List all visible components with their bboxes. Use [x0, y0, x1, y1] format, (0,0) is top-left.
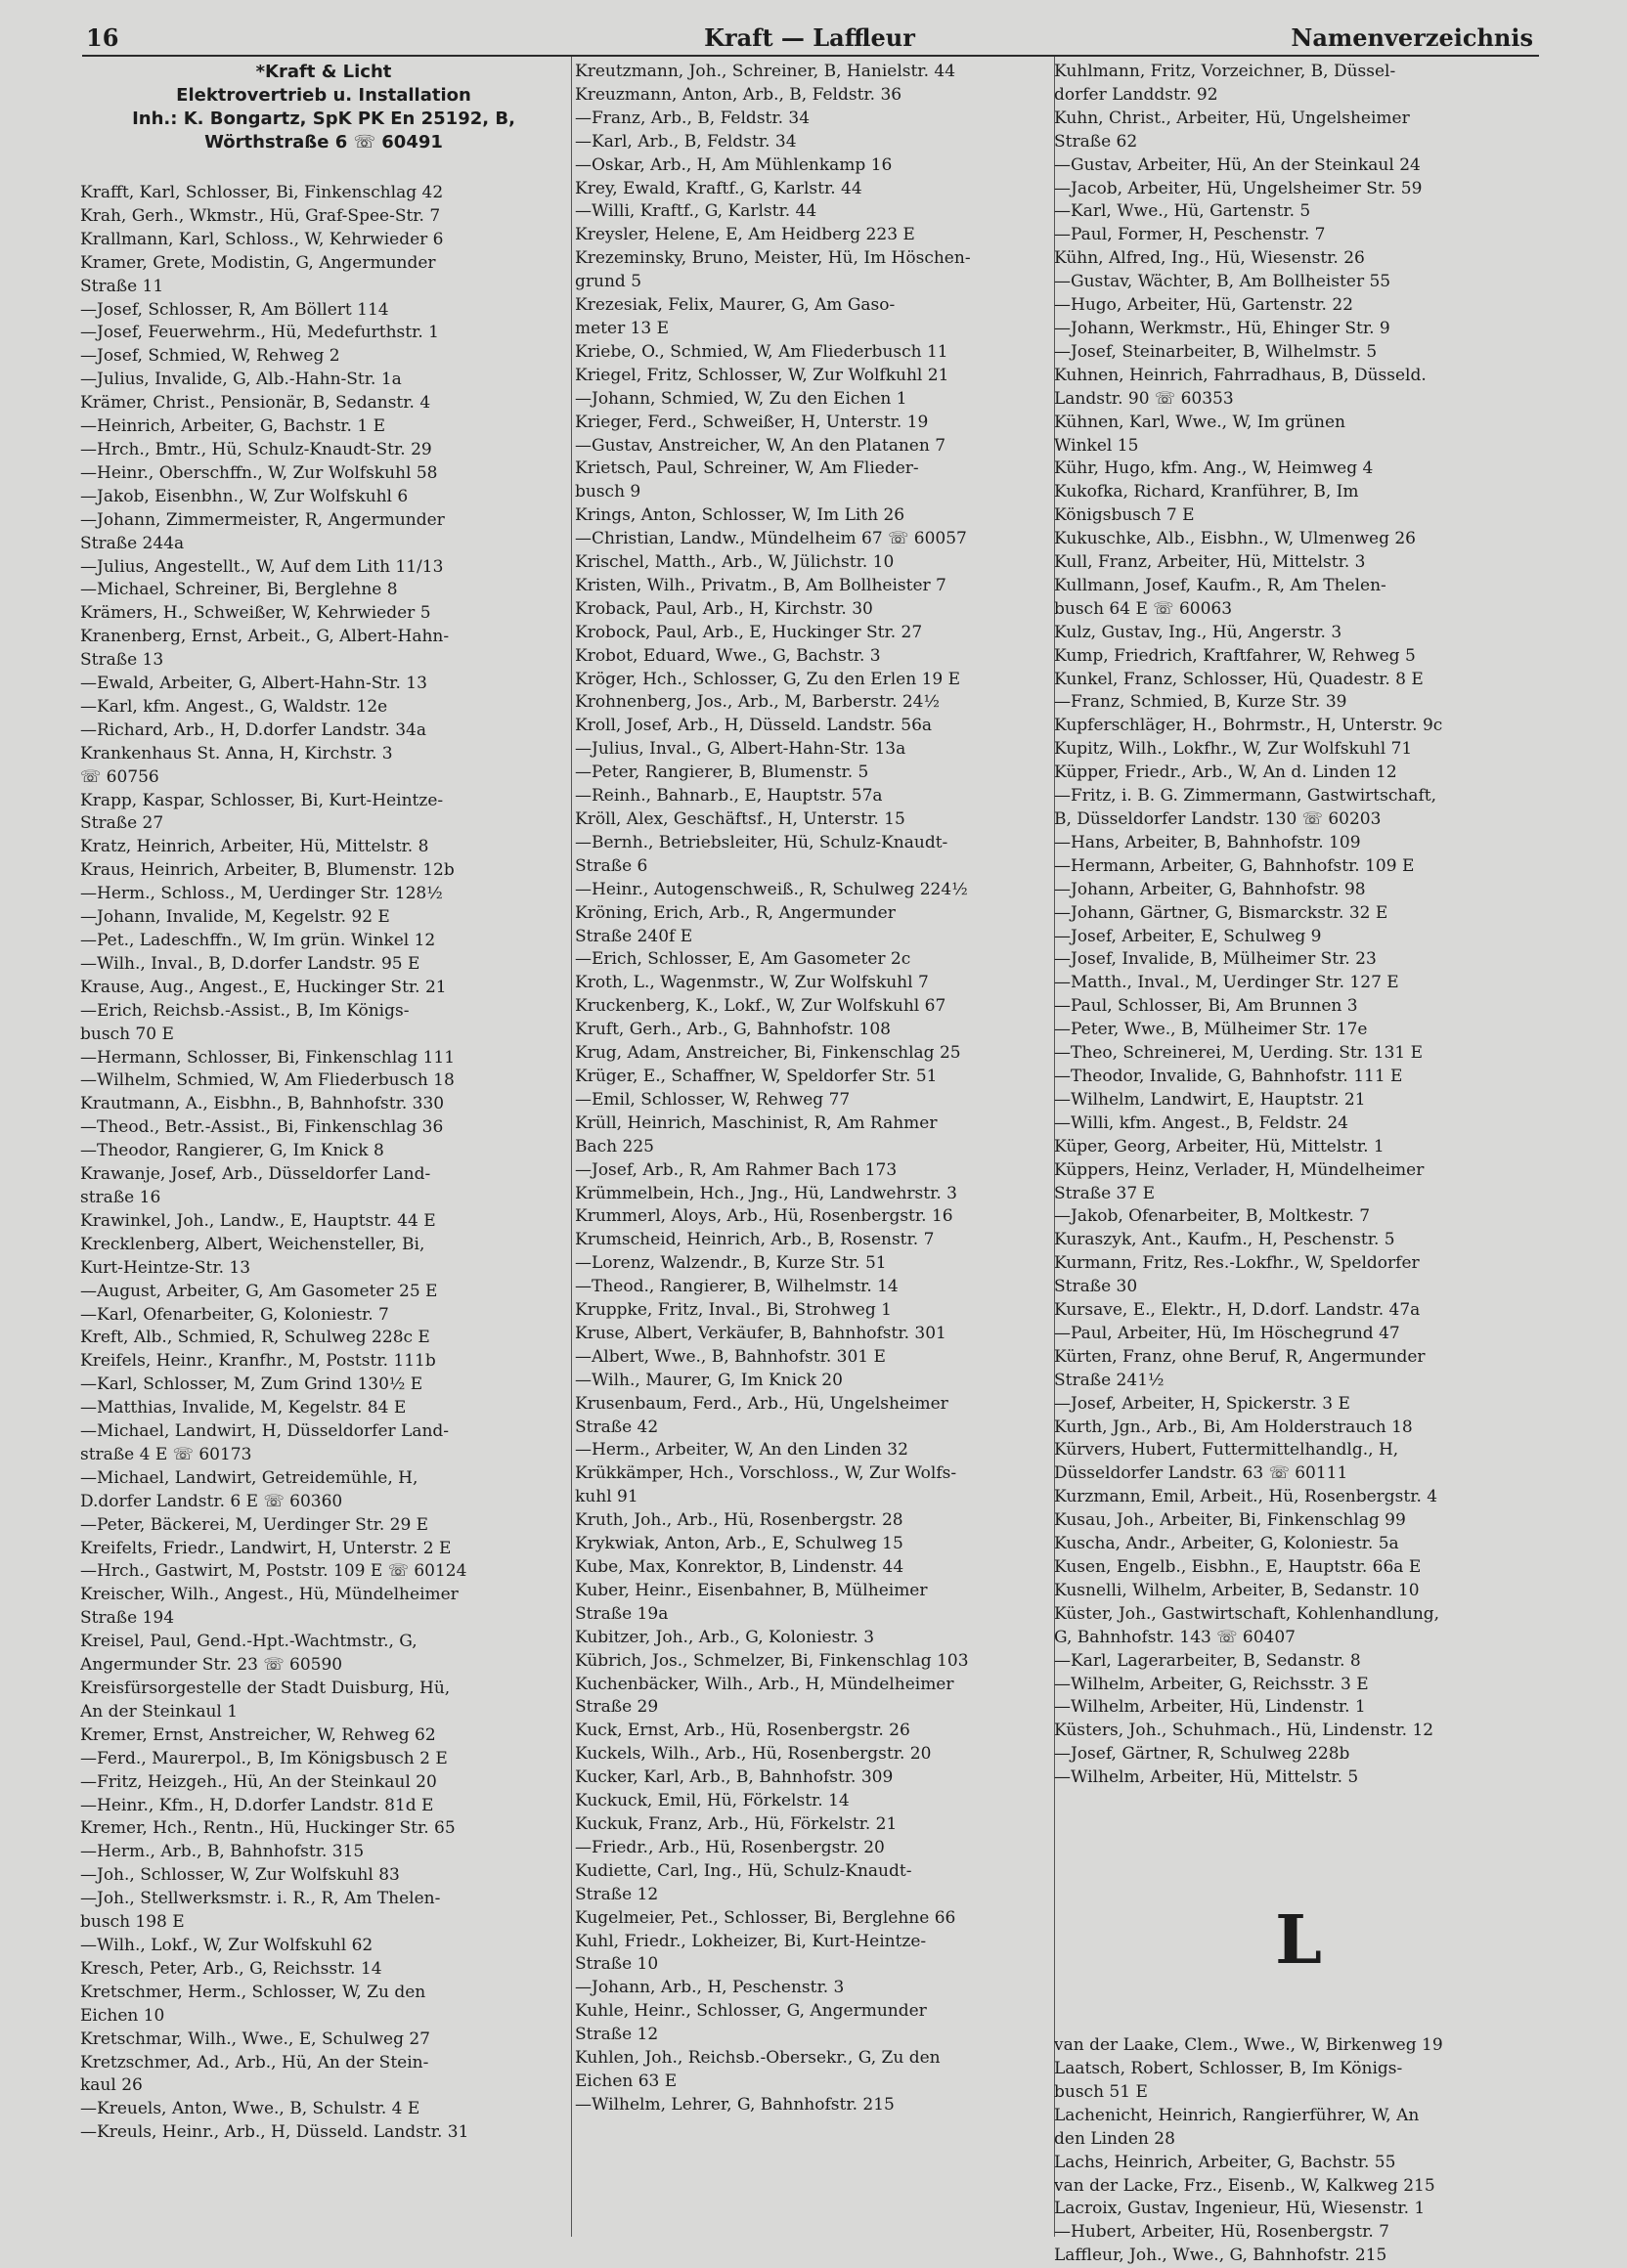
directory-entry: Kröning, Erich, Arb., R, Angermunder	[575, 902, 896, 923]
directory-entry: Straße 244a	[80, 533, 185, 553]
directory-entry: Kristen, Wilh., Privatm., B, Am Bollheister 7	[575, 575, 946, 595]
directory-entry: —Wilh., Lokf., W, Zur Wolfskuhl 62	[80, 1935, 374, 1955]
directory-entry: —Fritz, i. B. G. Zimmermann, Gastwirtschaft,	[1054, 786, 1436, 807]
directory-entry: —Jakob, Eisenbhn., W, Zur Wolfskuhl 6	[80, 486, 409, 506]
page-number: 16	[86, 23, 119, 52]
directory-entry: Krawinkel, Joh., Landw., E, Hauptstr. 44 E	[80, 1210, 436, 1231]
directory-entry: —Johann, Zimmermeister, R, Angermunder	[80, 509, 445, 530]
directory-entry: Kroth, L., Wagenmstr., W, Zur Wolfskuhl 7	[575, 973, 929, 993]
directory-entry: —Karl, kfm. Angest., G, Waldstr. 12e	[80, 696, 388, 717]
directory-entry: Straße 30	[1054, 1277, 1138, 1297]
directory-entry: Krämers, H., Schweißer, W, Kehrwieder 5	[80, 603, 431, 624]
directory-entry: Küster, Joh., Gastwirtschaft, Kohlenhandlung,	[1054, 1603, 1440, 1624]
directory-entry: Kruse, Albert, Verkäufer, B, Bahnhofstr. 301	[575, 1323, 946, 1343]
directory-entry: Kürten, Franz, ohne Beruf, R, Angermunder	[1054, 1346, 1426, 1367]
directory-entry: D.dorfer Landstr. 6 E ☏ 60360	[80, 1491, 343, 1511]
directory-entry: Lacroix, Gustav, Ingenieur, Hü, Wiesenstr. 1	[1054, 2199, 1426, 2219]
directory-entry: Straße 6	[575, 855, 648, 876]
directory-entry: Kukofka, Richard, Kranführer, B, Im	[1054, 482, 1359, 502]
directory-entry: dorfer Landdstr. 92	[1054, 84, 1218, 105]
directory-entry: Kroback, Paul, Arb., H, Kirchstr. 30	[575, 598, 873, 619]
directory-entry: Kremer, Hch., Rentn., Hü, Huckinger Str. 65	[80, 1818, 456, 1839]
directory-entry: —Josef, Invalide, B, Mülheimer Str. 23	[1054, 949, 1377, 970]
page-header	[86, 20, 1533, 55]
directory-entry: —Hermann, Arbeiter, G, Bahnhofstr. 109 E	[1054, 855, 1415, 876]
directory-entry: Bach 225	[575, 1136, 654, 1156]
directory-entry: Kurt-Heintze-Str. 13	[80, 1257, 251, 1278]
directory-entry: —Julius, Inval., G, Albert-Hahn-Str. 13a	[575, 739, 906, 760]
directory-entry: Kuber, Heinr., Eisenbahner, B, Mülheimer	[575, 1580, 928, 1600]
directory-entry: —Theod., Rangierer, B, Wilhelmstr. 14	[575, 1277, 899, 1297]
directory-entry: —Herm., Schloss., M, Uerdinger Str. 128½	[80, 884, 443, 904]
directory-entry: —Gustav, Wächter, B, Am Bollheister 55	[1054, 272, 1391, 292]
directory-entry: Kuckuck, Emil, Hü, Förkelstr. 14	[575, 1791, 850, 1811]
directory-entry: —Josef, Schmied, W, Rehweg 2	[80, 346, 340, 367]
directory-entry: —Theod., Betr.-Assist., Bi, Finkenschlag 36	[80, 1117, 444, 1138]
directory-entry: Krings, Anton, Schlosser, W, Im Lith 26	[575, 505, 905, 526]
directory-entry: —Michael, Landwirt, Getreidemühle, H,	[80, 1467, 418, 1488]
column-1-entries	[80, 182, 567, 2145]
column-1	[80, 61, 567, 2145]
directory-entry: Kusnelli, Wilhelm, Arbeiter, B, Sedanstr. 10	[1054, 1580, 1420, 1600]
directory-entry: Krafft, Karl, Schlosser, Bi, Finkenschlag 42	[80, 183, 444, 202]
directory-entry: Kuchenbäcker, Wilh., Arb., H, Mündelheimer	[575, 1674, 954, 1694]
directory-entry: Krüger, E., Schaffner, W, Speldorfer Str. 51	[575, 1066, 938, 1086]
directory-entry: Laatsch, Robert, Schlosser, B, Im Königs-	[1054, 2058, 1403, 2078]
directory-entry: Küsters, Joh., Schuhmach., Hü, Lindenstr. 12	[1054, 1721, 1434, 1741]
directory-entry: Kuckels, Wilh., Arb., Hü, Rosenbergstr. 20	[575, 1744, 932, 1765]
directory-entry: Kühr, Hugo, kfm. Ang., W, Heimweg 4	[1054, 458, 1374, 479]
directory-entry: —Karl, Arb., B, Feldstr. 34	[575, 131, 797, 152]
directory-entry: —Heinr., Oberschffn., W, Zur Wolfskuhl 58	[80, 462, 438, 483]
directory-entry: Krohnenberg, Jos., Arb., M, Barberstr. 24½	[575, 692, 940, 713]
directory-entry: —Reinh., Bahnarb., E, Hauptstr. 57a	[575, 786, 883, 807]
directory-entry: —Herm., Arb., B, Bahnhofstr. 315	[80, 1842, 365, 1862]
directory-entry: Krobock, Paul, Arb., E, Huckinger Str. 27	[575, 622, 923, 642]
directory-entry: Kuhlmann, Fritz, Vorzeichner, B, Düssel-	[1054, 62, 1396, 81]
directory-entry: Krükkämper, Hch., Vorschloss., W, Zur Wolfs-	[575, 1463, 957, 1484]
directory-entry: Krämer, Christ., Pensionär, B, Sedanstr. 4	[80, 393, 431, 414]
directory-entry: Kübrich, Jos., Schmelzer, Bi, Finkenschlag 103	[575, 1650, 969, 1671]
directory-entry: —Theo, Schreinerei, M, Uerding. Str. 131 E	[1054, 1043, 1424, 1064]
directory-entry: —Michael, Schreiner, Bi, Berglehne 8	[80, 580, 398, 600]
directory-entry: —Heinr., Autogenschweiß., R, Schulweg 224½	[575, 879, 968, 899]
directory-entry: Krykwiak, Anton, Arb., E, Schulweg 15	[575, 1534, 903, 1554]
directory-entry: —Jacob, Arbeiter, Hü, Ungelsheimer Str. 59	[1054, 178, 1423, 198]
directory-entry: Kreutzmann, Joh., Schreiner, B, Hanielstr. 44	[575, 62, 956, 81]
directory-entry: —Josef, Schlosser, R, Am Böllert 114	[80, 299, 389, 320]
directory-entry: —Christian, Landw., Mündelheim 67 ☏ 60057	[575, 529, 967, 549]
directory-entry: Straße 12	[575, 1884, 659, 1904]
directory-entry: —Hrch., Gastwirt, M, Poststr. 109 E ☏ 60124	[80, 1561, 467, 1582]
directory-entry: —Emil, Schlosser, W, Rehweg 77	[575, 1089, 851, 1110]
directory-entry: Straße 37 E	[1054, 1183, 1156, 1203]
directory-entry: —Hermann, Schlosser, Bi, Finkenschlag 111	[80, 1047, 456, 1068]
directory-entry: Straße 241½	[1054, 1370, 1165, 1390]
directory-entry: Krause, Aug., Angest., E, Huckinger Str. 21	[80, 977, 447, 997]
directory-entry: —Josef, Feuerwehrm., Hü, Medefurthstr. 1	[80, 323, 439, 343]
directory-entry: Kuckuk, Franz, Arb., Hü, Förkelstr. 21	[575, 1813, 898, 1834]
directory-entry: —Josef, Gärtner, R, Schulweg 228b	[1054, 1744, 1350, 1765]
directory-entry: Straße 13	[80, 650, 164, 671]
directory-entry: —Wilhelm, Arbeiter, G, Reichsstr. 3 E	[1054, 1674, 1369, 1694]
directory-entry: Kreifelts, Friedr., Landwirt, H, Unterstr. 2 E	[80, 1538, 452, 1558]
directory-entry: Kupitz, Wilh., Lokfhr., W, Zur Wolfskuhl 71	[1054, 739, 1413, 760]
directory-entry: —Hubert, Arbeiter, Hü, Rosenbergstr. 7	[1054, 2222, 1389, 2243]
directory-entry: Krapp, Kaspar, Schlosser, Bi, Kurt-Heintze-	[80, 790, 444, 810]
directory-entry: Kuhlen, Joh., Reichsb.-Obersekr., G, Zu den	[575, 2048, 941, 2069]
directory-entry: —Paul, Schlosser, Bi, Am Brunnen 3	[1054, 996, 1358, 1017]
directory-entry: —Johann, Arb., H, Peschenstr. 3	[575, 1978, 845, 1998]
directory-entry: —Heinrich, Arbeiter, G, Bachstr. 1 E	[80, 416, 385, 437]
directory-entry: —Wilhelm, Lehrer, G, Bahnhofstr. 215	[575, 2094, 895, 2115]
directory-entry: —Paul, Former, H, Peschenstr. 7	[1054, 225, 1326, 245]
header-rule	[82, 55, 1539, 57]
directory-entry: Kurth, Jgn., Arb., Bi, Am Holderstrauch 18	[1054, 1417, 1413, 1437]
directory-entry: —Hans, Arbeiter, B, Bahnhofstr. 109	[1054, 832, 1361, 852]
directory-entry: Kubitzer, Joh., Arb., G, Koloniestr. 3	[575, 1627, 875, 1647]
directory-entry: Kretschmer, Herm., Schlosser, W, Zu den	[80, 1982, 426, 2002]
directory-entry: Kresch, Peter, Arb., G, Reichsstr. 14	[80, 1958, 382, 1979]
directory-entry: Kreft, Alb., Schmied, R, Schulweg 228c E	[80, 1328, 430, 1348]
column-divider-1	[571, 57, 572, 2237]
directory-entry: Straße 42	[575, 1417, 659, 1437]
directory-entry: Krumscheid, Heinrich, Arb., B, Rosenstr. 7	[575, 1230, 935, 1250]
directory-entry: straße 16	[80, 1187, 161, 1207]
directory-entry: —Karl, Wwe., Hü, Gartenstr. 5	[1054, 201, 1311, 222]
directory-entry: —Kreuels, Anton, Wwe., B, Schulstr. 4 E	[80, 2099, 420, 2119]
directory-entry: Kulz, Gustav, Ing., Hü, Angerstr. 3	[1054, 622, 1342, 642]
directory-entry: Küper, Georg, Arbeiter, Hü, Mittelstr. 1	[1054, 1136, 1385, 1156]
directory-entry: —Franz, Arb., B, Feldstr. 34	[575, 108, 811, 128]
directory-entry: Kuhl, Friedr., Lokheizer, Bi, Kurt-Heintze-	[575, 1931, 927, 1951]
column-3	[1054, 61, 1543, 2268]
directory-entry: —Ewald, Arbeiter, G, Albert-Hahn-Str. 13	[80, 674, 427, 694]
directory-entry: —Matthias, Invalide, M, Kegelstr. 84 E	[80, 1398, 407, 1418]
directory-entry: —Matth., Inval., M, Uerdinger Str. 127 E	[1054, 973, 1399, 993]
directory-entry: Krümmelbein, Hch., Jng., Hü, Landwehrstr. 3	[575, 1183, 957, 1203]
directory-entry: Kroll, Josef, Arb., H, Düsseld. Landstr. 56a	[575, 716, 933, 736]
directory-entry: —Josef, Arbeiter, H, Spickerstr. 3 E	[1054, 1393, 1350, 1414]
directory-entry: kuhl 91	[575, 1487, 638, 1507]
directory-entry: —Wilhelm, Arbeiter, Hü, Mittelstr. 5	[1054, 1767, 1359, 1788]
directory-entry: Krummerl, Aloys, Arb., Hü, Rosenbergstr. 16	[575, 1206, 953, 1227]
directory-entry: Kuhnen, Heinrich, Fahrradhaus, B, Düsseld.	[1054, 365, 1427, 385]
directory-entry: van der Lacke, Frz., Eisenb., W, Kalkweg 215	[1054, 2175, 1435, 2196]
directory-entry: Krusenbaum, Ferd., Arb., Hü, Ungelsheimer	[575, 1393, 948, 1414]
directory-entry: —Josef, Arb., R, Am Rahmer Bach 173	[575, 1159, 898, 1180]
directory-entry: —Fritz, Heizgeh., Hü, An der Steinkaul 20	[80, 1771, 437, 1792]
directory-entry: kaul 26	[80, 2075, 143, 2096]
directory-entry: —Erich, Schlosser, E, Am Gasometer 2c	[575, 949, 911, 970]
directory-entry: Krah, Gerh., Wkmstr., Hü, Graf-Spee-Str. 7	[80, 205, 441, 226]
directory-entry: Kreysler, Helene, E, Am Heidberg 223 E	[575, 225, 915, 245]
directory-entry: —Julius, Invalide, G, Alb.-Hahn-Str. 1a	[80, 370, 402, 390]
directory-entry: —Wilh., Maurer, G, Im Knick 20	[575, 1370, 843, 1390]
directory-entry: Kreisfürsorgestelle der Stadt Duisburg, Hü,	[80, 1679, 451, 1698]
directory-entry: Kretzschmer, Ad., Arb., Hü, An der Stein-	[80, 2052, 429, 2072]
directory-entry: —Johann, Arbeiter, G, Bahnhofstr. 98	[1054, 879, 1366, 899]
page-range-title: Kraft — Laffleur	[704, 23, 915, 52]
section-title: Namenverzeichnis	[1291, 23, 1533, 52]
directory-entry: —Willi, kfm. Angest., B, Feldstr. 24	[1054, 1112, 1348, 1133]
directory-entry: Krautmann, A., Eisbhn., B, Bahnhofstr. 330	[80, 1094, 445, 1114]
directory-entry: Kruckenberg, K., Lokf., W, Zur Wolfskuhl 67	[575, 996, 946, 1017]
directory-entry: Lachs, Heinrich, Arbeiter, G, Bachstr. 55	[1054, 2152, 1396, 2172]
directory-entry: Lachenicht, Heinrich, Rangierführer, W, An	[1054, 2105, 1420, 2125]
directory-entry: Kreuzmann, Anton, Arb., B, Feldstr. 36	[575, 84, 902, 105]
directory-entry: —Johann, Schmied, W, Zu den Eichen 1	[575, 388, 907, 409]
directory-entry: Kudiette, Carl, Ing., Hü, Schulz-Knaudt-	[575, 1860, 912, 1881]
directory-entry: —Theodor, Rangierer, G, Im Knick 8	[80, 1141, 384, 1161]
directory-entry: Straße 19a	[575, 1603, 669, 1624]
directory-entry: Kruth, Joh., Arb., Hü, Rosenbergstr. 28	[575, 1510, 903, 1531]
directory-entry: Kühn, Alfred, Ing., Hü, Wiesenstr. 26	[1054, 248, 1365, 269]
directory-entry: —Julius, Angestellt., W, Auf dem Lith 11/13	[80, 556, 444, 577]
directory-entry: Krezesiak, Felix, Maurer, G, Am Gaso-	[575, 295, 896, 316]
directory-entry: Kuraszyk, Ant., Kaufm., H, Peschenstr. 5	[1054, 1230, 1395, 1250]
directory-entry: Kupferschläger, H., Bohrmstr., H, Unterstr. 9c	[1054, 716, 1443, 736]
directory-entry: Kurzmann, Emil, Arbeit., Hü, Rosenbergstr. 4	[1054, 1487, 1438, 1507]
directory-entry: Straße 27	[80, 813, 164, 834]
directory-entry: —Pet., Ladeschffn., W, Im grün. Winkel 12	[80, 931, 436, 950]
directory-entry: —Theodor, Invalide, G, Bahnhofstr. 111 E	[1054, 1066, 1403, 1086]
column-2	[575, 61, 1062, 2117]
directory-entry: grund 5	[575, 272, 642, 292]
directory-entry: busch 64 E ☏ 60063	[1054, 598, 1233, 619]
advertisement	[80, 61, 567, 154]
directory-entry: straße 4 E ☏ 60173	[80, 1444, 252, 1464]
directory-entry: —Joh., Stellwerksmstr. i. R., R, Am Thelen-	[80, 1889, 441, 1909]
directory-entry: —Oskar, Arb., H, Am Mühlenkamp 16	[575, 154, 893, 175]
directory-entry: Krecklenberg, Albert, Weichensteller, Bi,	[80, 1234, 425, 1254]
directory-entry: —Franz, Schmied, B, Kurze Str. 39	[1054, 692, 1347, 713]
directory-entry: —Kreuls, Heinr., Arb., H, Düsseld. Landstr. 31	[80, 2122, 469, 2143]
directory-entry: meter 13 E	[575, 318, 670, 338]
directory-entry: Kump, Friedrich, Kraftfahrer, W, Rehweg 5	[1054, 645, 1416, 666]
directory-entry: busch 198 E	[80, 1912, 185, 1933]
directory-entry: Winkel 15	[1054, 435, 1139, 456]
directory-entry: —Erich, Reichsb.-Assist., B, Im Königs-	[80, 1000, 410, 1021]
directory-entry: Krietsch, Paul, Schreiner, W, Am Flieder-	[575, 458, 919, 479]
directory-entry: —Gustav, Arbeiter, Hü, An der Steinkaul 24	[1054, 154, 1421, 175]
directory-entry: —Willi, Kraftf., G, Karlstr. 44	[575, 201, 817, 222]
directory-entry: Krallmann, Karl, Schloss., W, Kehrwieder 6	[80, 229, 444, 249]
directory-entry: —Karl, Schlosser, M, Zum Grind 130½ E	[80, 1374, 423, 1395]
directory-entry: Kröger, Hch., Schlosser, G, Zu den Erlen 19 E	[575, 669, 961, 689]
directory-entry: —Richard, Arb., H, D.dorfer Landstr. 34a	[80, 720, 426, 740]
directory-entry: Kursave, E., Elektr., H, D.dorf. Landstr. 47a	[1054, 1300, 1421, 1321]
directory-entry: Eichen 63 E	[575, 2071, 678, 2091]
ad-line-4: Wörthstraße 6 ☏ 60491	[204, 132, 443, 153]
directory-entry: Kuhn, Christ., Arbeiter, Hü, Ungelsheimer	[1054, 108, 1410, 128]
directory-entry: Kugelmeier, Pet., Schlosser, Bi, Berglehne 66	[575, 1907, 956, 1928]
directory-entry: Kramer, Grete, Modistin, G, Angermunder	[80, 252, 436, 273]
directory-entry: Kuscha, Andr., Arbeiter, G, Koloniestr. 5a	[1054, 1534, 1399, 1554]
directory-entry: Angermunder Str. 23 ☏ 60590	[80, 1655, 343, 1676]
directory-entry: Kreifels, Heinr., Kranfhr., M, Poststr. 111b	[80, 1351, 436, 1372]
directory-entry: busch 9	[575, 482, 641, 502]
directory-entry: Straße 240f E	[575, 926, 693, 946]
directory-entry: Kröll, Alex, Geschäftsf., H, Unterstr. 15	[575, 809, 905, 829]
directory-entry: —Peter, Bäckerei, M, Uerdinger Str. 29 E	[80, 1514, 429, 1535]
directory-entry: Düsseldorfer Landstr. 63 ☏ 60111	[1054, 1463, 1348, 1484]
directory-entry: Kürvers, Hubert, Futtermittelhandlg., H,	[1054, 1440, 1399, 1461]
directory-entry: Kretschmar, Wilh., Wwe., E, Schulweg 27	[80, 2028, 430, 2049]
directory-entry: —Wilhelm, Schmied, W, Am Fliederbusch 18	[80, 1070, 455, 1091]
directory-entry: Straße 194	[80, 1608, 175, 1629]
ad-line-2: Elektrovertrieb u. Installation	[176, 85, 471, 106]
directory-entry: Krezeminsky, Bruno, Meister, Hü, Im Höschen-	[575, 248, 971, 269]
directory-entry: Landstr. 90 ☏ 60353	[1054, 388, 1234, 409]
directory-entry: Kube, Max, Konrektor, B, Lindenstr. 44	[575, 1557, 904, 1577]
letter-heading: L	[1275, 1901, 1322, 1981]
directory-entry: —Wilhelm, Landwirt, E, Hauptstr. 21	[1054, 1089, 1366, 1110]
directory-entry: den Linden 28	[1054, 2128, 1175, 2149]
directory-entry: —Josef, Steinarbeiter, B, Wilhelmstr. 5	[1054, 341, 1378, 362]
directory-entry: Kreischer, Wilh., Angest., Hü, Mündelheimer	[80, 1585, 459, 1605]
directory-entry: —Lorenz, Walzendr., B, Kurze Str. 51	[575, 1253, 887, 1274]
directory-entry: Eichen 10	[80, 2005, 165, 2026]
directory-entry: Kruppke, Fritz, Inval., Bi, Strohweg 1	[575, 1300, 892, 1321]
directory-entry: —Karl, Ofenarbeiter, G, Koloniestr. 7	[80, 1304, 389, 1325]
directory-entry: —Bernh., Betriebsleiter, Hü, Schulz-Knaudt-	[575, 832, 948, 852]
ad-line-3: Inh.: K. Bongartz, SpK PK En 25192, B,	[132, 109, 515, 129]
directory-entry: G, Bahnhofstr. 143 ☏ 60407	[1054, 1627, 1296, 1647]
directory-entry: Straße 10	[575, 1954, 659, 1975]
directory-entry: Krawanje, Josef, Arb., Düsseldorfer Land-	[80, 1164, 431, 1185]
directory-entry: —Wilhelm, Arbeiter, Hü, Lindenstr. 1	[1054, 1697, 1366, 1718]
directory-entry: Küpper, Friedr., Arb., W, An d. Linden 12	[1054, 763, 1397, 783]
directory-entry: Kusen, Engelb., Eisbhn., E, Hauptstr. 66a E	[1054, 1557, 1422, 1577]
directory-entry: Kurmann, Fritz, Res.-Lokfhr., W, Speldorfer	[1054, 1253, 1420, 1274]
directory-entry: Kratz, Heinrich, Arbeiter, Hü, Mittelstr. 8	[80, 837, 429, 857]
directory-entry: van der Laake, Clem., Wwe., W, Birkenweg 19	[1054, 2035, 1443, 2056]
directory-entry: —Wilh., Inval., B, D.dorfer Landstr. 95 E	[80, 953, 420, 974]
directory-entry: —Joh., Schlosser, W, Zur Wolfskuhl 83	[80, 1865, 400, 1886]
directory-entry: Straße 62	[1054, 131, 1138, 152]
directory-entry: Königsbusch 7 E	[1054, 505, 1195, 526]
directory-entry: Kull, Franz, Arbeiter, Hü, Mittelstr. 3	[1054, 552, 1366, 573]
directory-entry: —Gustav, Anstreicher, W, An den Platanen 7	[575, 435, 946, 456]
directory-entry: —Johann, Gärtner, G, Bismarckstr. 32 E	[1054, 902, 1388, 923]
directory-entry: Krug, Adam, Anstreicher, Bi, Finkenschlag 25	[575, 1043, 961, 1064]
directory-entry: —Peter, Rangierer, B, Blumenstr. 5	[575, 763, 869, 783]
directory-entry: Kukuschke, Alb., Eisbhn., W, Ulmenweg 26	[1054, 529, 1416, 549]
directory-entry: —Johann, Invalide, M, Kegelstr. 92 E	[80, 907, 390, 928]
directory-entry: Straße 12	[575, 2025, 659, 2045]
directory-entry: Kriebe, O., Schmied, W, Am Fliederbusch 11	[575, 341, 948, 362]
directory-entry: Kusau, Joh., Arbeiter, Bi, Finkenschlag 99	[1054, 1510, 1406, 1531]
directory-entry: —Albert, Wwe., B, Bahnhofstr. 301 E	[575, 1346, 886, 1367]
directory-entry: busch 70 E	[80, 1024, 174, 1044]
directory-entry: Küppers, Heinz, Verlader, H, Mündelheimer	[1054, 1159, 1425, 1180]
directory-entry: Kruft, Gerh., Arb., G, Bahnhofstr. 108	[575, 1020, 891, 1040]
column-2-entries	[575, 61, 1062, 2117]
directory-entry: Kullmann, Josef, Kaufm., R, Am Thelen-	[1054, 575, 1386, 595]
directory-entry: Laffleur, Joh., Wwe., G, Bahnhofstr. 215	[1054, 2246, 1387, 2266]
directory-entry: Kunkel, Franz, Schlosser, Hü, Quadestr. 8 E	[1054, 669, 1424, 689]
column-3-entries	[1054, 61, 1543, 1790]
directory-entry: Kucker, Karl, Arb., B, Bahnhofstr. 309	[575, 1767, 894, 1788]
directory-entry: Kremer, Ernst, Anstreicher, W, Rehweg 62	[80, 1724, 436, 1745]
column-3-l-entries	[1054, 2034, 1543, 2268]
directory-entry: —Friedr., Arb., Hü, Rosenbergstr. 20	[575, 1837, 885, 1857]
directory-entry: Kraus, Heinrich, Arbeiter, B, Blumenstr. 12b	[80, 860, 455, 881]
directory-entry: busch 51 E	[1054, 2081, 1148, 2102]
directory-entry: Kuhle, Heinr., Schlosser, G, Angermunder	[575, 2001, 927, 2022]
directory-entry: Kühnen, Karl, Wwe., W, Im grünen	[1054, 412, 1345, 432]
directory-entry: Kranenberg, Ernst, Arbeit., G, Albert-Hahn-	[80, 627, 450, 647]
directory-entry: An der Steinkaul 1	[80, 1701, 239, 1722]
directory-entry: Kreisel, Paul, Gend.-Hpt.-Wachtmstr., G,	[80, 1632, 418, 1652]
directory-entry: Krey, Ewald, Kraftf., G, Karlstr. 44	[575, 178, 862, 198]
directory-entry: —Paul, Arbeiter, Hü, Im Höschegrund 47	[1054, 1323, 1400, 1343]
directory-entry: Krüll, Heinrich, Maschinist, R, Am Rahmer	[575, 1112, 938, 1133]
directory-entry: Krankenhaus St. Anna, H, Kirchstr. 3	[80, 743, 393, 763]
directory-entry: —Jakob, Ofenarbeiter, B, Moltkestr. 7	[1054, 1206, 1371, 1227]
directory-entry: Straße 29	[575, 1697, 659, 1718]
directory-entry: —Heinr., Kfm., H, D.dorfer Landstr. 81d E	[80, 1795, 434, 1815]
directory-entry: —Herm., Arbeiter, W, An den Linden 32	[575, 1440, 908, 1461]
directory-entry: ☏ 60756	[80, 766, 159, 787]
directory-entry: —Karl, Lagerarbeiter, B, Sedanstr. 8	[1054, 1650, 1361, 1671]
directory-entry: —Johann, Werkmstr., Hü, Ehinger Str. 9	[1054, 318, 1390, 338]
directory-entry: —Michael, Landwirt, H, Düsseldorfer Land-	[80, 1421, 450, 1442]
directory-entry: Krieger, Ferd., Schweißer, H, Unterstr. 19	[575, 412, 929, 432]
directory-entry: —Ferd., Maurerpol., B, Im Königsbusch 2 E	[80, 1748, 448, 1768]
directory-entry: B, Düsseldorfer Landstr. 130 ☏ 60203	[1054, 809, 1382, 829]
directory-entry: Kuck, Ernst, Arb., Hü, Rosenbergstr. 26	[575, 1721, 910, 1741]
directory-entry: —Peter, Wwe., B, Mülheimer Str. 17e	[1054, 1020, 1368, 1040]
directory-entry: —Josef, Arbeiter, E, Schulweg 9	[1054, 926, 1322, 946]
directory-entry: Krobot, Eduard, Wwe., G, Bachstr. 3	[575, 645, 881, 666]
directory-entry: Straße 11	[80, 276, 164, 296]
directory-entry: —Hugo, Arbeiter, Hü, Gartenstr. 22	[1054, 295, 1353, 316]
directory-entry: Kriegel, Fritz, Schlosser, W, Zur Wolfkuhl 21	[575, 365, 949, 385]
directory-entry: —Hrch., Bmtr., Hü, Schulz-Knaudt-Str. 29	[80, 439, 432, 459]
directory-entry: —August, Arbeiter, G, Am Gasometer 25 E	[80, 1281, 438, 1301]
directory-entry: Krischel, Matth., Arb., W, Jülichstr. 10	[575, 552, 895, 573]
ad-line-1: *Kraft & Licht	[255, 62, 392, 82]
